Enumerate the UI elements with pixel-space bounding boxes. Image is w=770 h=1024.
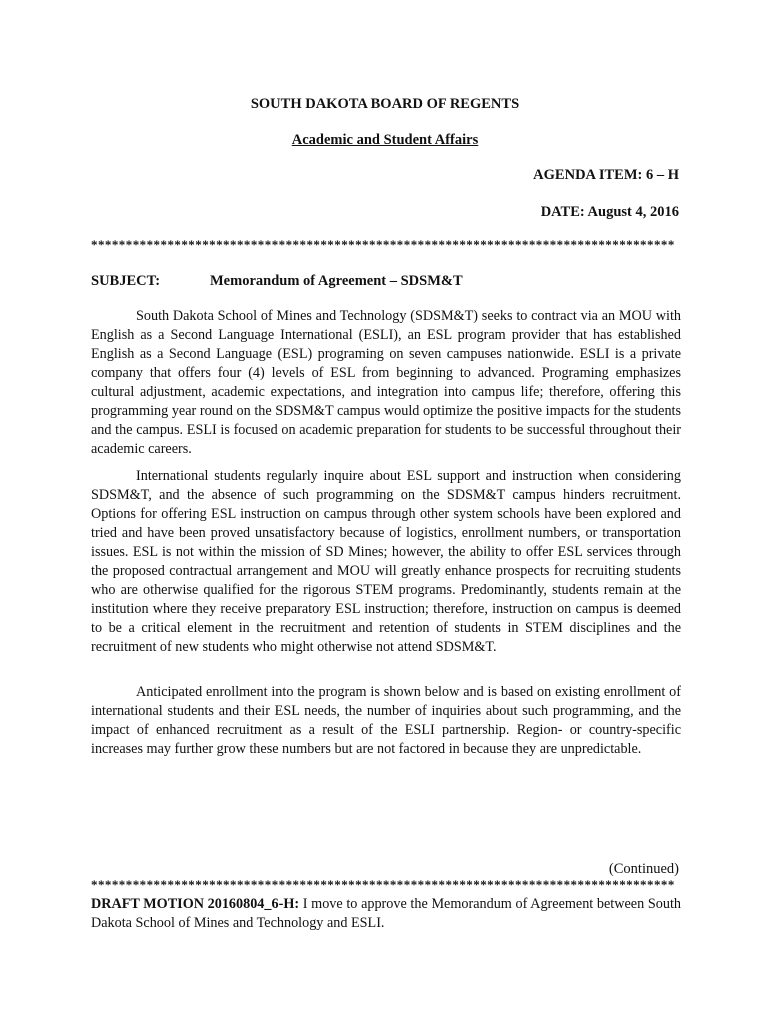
draft-motion (91, 895, 681, 933)
division-heading (0, 131, 770, 149)
agenda-item: AGENDA ITEM: 6 – H (533, 167, 679, 183)
separator-bottom: ************************************************************************************ (91, 878, 675, 892)
subject-label: SUBJECT: (91, 273, 161, 289)
continued-note: (Continued) (608, 861, 679, 877)
division-heading-text: Academic and Student Affairs (291, 132, 479, 148)
organization-heading: SOUTH DAKOTA BOARD OF REGENTS (250, 96, 520, 112)
motion-text: I move to approve the Memorandum of Agreement between South Dakota School of Mines and Technology and ESLI. (91, 896, 681, 931)
paragraph-1: South Dakota School of Mines and Technology (SDSM&T) seeks to contract via an MOU with English as a Second Language International (ESLI), an ESL program provider that has established English as a Second Language (ESL) programing on seven campuses nationwide. ESLI is a private company that offers four (4) levels of ESL from beginning to advanced. Programing emphasizes cultural adjustment, academic expectations, and integration into campus life; therefore, offering this programming year round on the SDSM&T campus would optimize the positive impacts for the students and the campus. ESLI is focused on academic preparation for students to be successful throughout their academic careers. (91, 308, 681, 457)
paragraph-2: International students regularly inquire about ESL support and instruction when considering SDSM&T, and the absence of such programming on the SDSM&T campus hinders recruitment. Options for offering ESL instruction on campus through other system schools have been explored and tried and have been proved unsatisfactory because of logistics, enrollment numbers, or transportation issues. ESL is not within the mission of SD Mines; however, the ability to offer ESL services through the proposed contractual arrangement and MOU will greatly enhance prospects for recruiting students who are otherwise qualified for the rigorous STEM programs. Predominantly, students remain at the institution where they receive preparatory ESL instruction; therefore, instruction on campus is deemed to be a critical element in the recruitment and retention of students in STEM disciplines and the recruitment of new students who might otherwise not attend SDSM&T. (91, 468, 681, 655)
separator-top: ************************************************************************************ (91, 238, 675, 252)
subject-text: Memorandum of Agreement – SDSM&T (210, 273, 463, 289)
paragraph-3: Anticipated enrollment into the program is shown below and is based on existing enrollment of international students and their ESL needs, the number of inquiries about such programming, and the impact of enhanced recruitment as a result of the ESLI partnership. Region- or country-specific increases may further grow these numbers but are not factored in because they are unpredictable. (91, 684, 681, 757)
meeting-date: DATE: August 4, 2016 (540, 204, 679, 220)
motion-label: DRAFT MOTION 20160804_6-H: (91, 896, 300, 912)
subject-line (91, 272, 681, 290)
